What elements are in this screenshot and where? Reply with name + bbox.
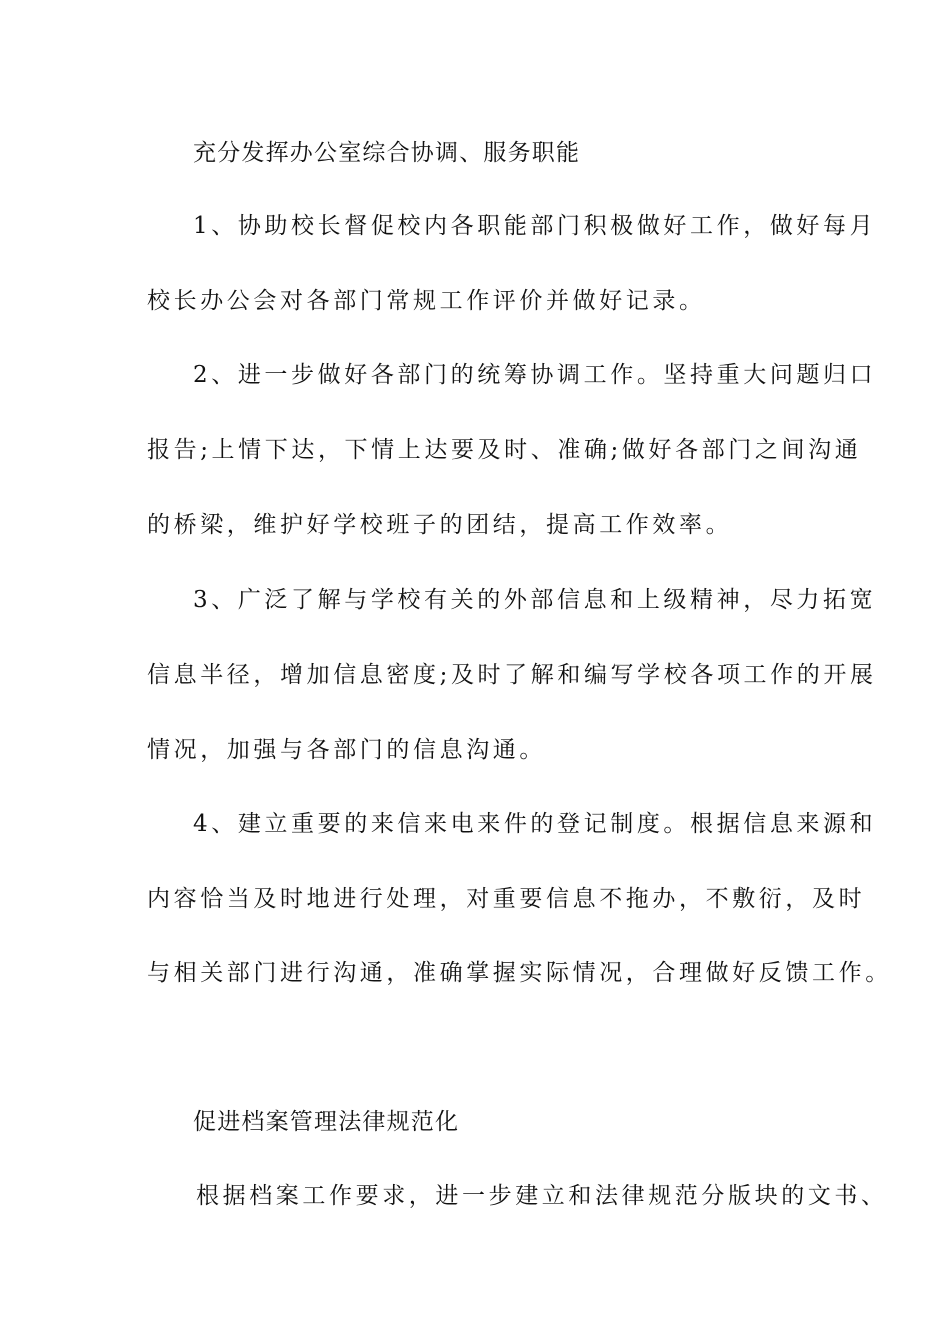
paragraph-line: 2、进一步做好各部门的统筹协调工作。坚持重大问题归口: [193, 362, 877, 388]
section-heading: 促进档案管理法律规范化: [193, 1109, 460, 1135]
paragraph-line: 报告;上情下达，下情上达要及时、准确;做好各部门之间沟通: [147, 437, 862, 463]
paragraph-line: 1、协助校长督促校内各职能部门积极做好工作，做好每月: [193, 213, 877, 239]
paragraph-line: 根据档案工作要求，进一步建立和法律规范分版块的文书、: [196, 1183, 888, 1209]
paragraph-line: 4、建立重要的来信来电来件的登记制度。根据信息来源和: [193, 811, 877, 837]
section-heading: 充分发挥办公室综合协调、服务职能: [193, 140, 581, 166]
paragraph-line: 情况，加强与各部门的信息沟通。: [147, 737, 546, 763]
paragraph-line: 校长办公会对各部门常规工作评价并做好记录。: [147, 288, 706, 314]
paragraph-line: 信息半径，增加信息密度;及时了解和编写学校各项工作的开展: [147, 662, 877, 688]
paragraph-line: 3、广泛了解与学校有关的外部信息和上级精神，尽力拓宽: [193, 587, 877, 613]
paragraph-line: 的桥梁，维护好学校班子的团结，提高工作效率。: [147, 512, 733, 538]
paragraph-line: 内容恰当及时地进行处理，对重要信息不拖办，不敷衍，及时: [147, 886, 866, 912]
paragraph-line: 与相关部门进行沟通，准确掌握实际情况，合理做好反馈工作。: [147, 960, 892, 986]
